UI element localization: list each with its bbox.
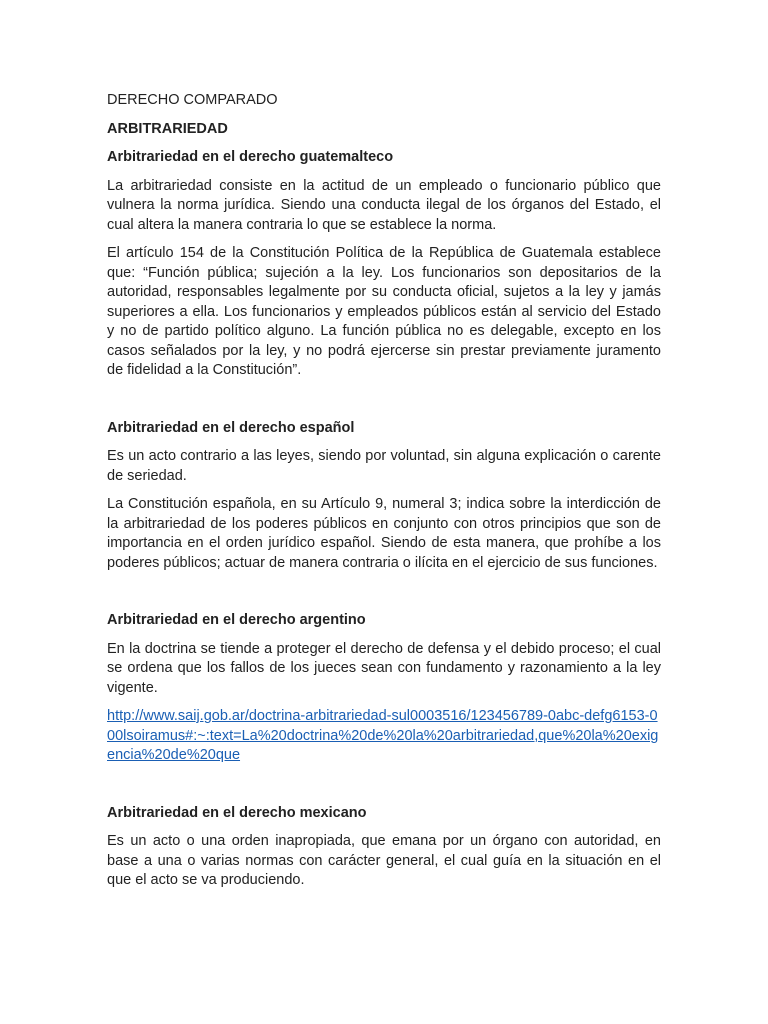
paragraph: Es un acto contrario a las leyes, siendo por voluntad, sin alguna explicación o carente de seriedad.: [107, 448, 661, 484]
section-spain: [107, 419, 661, 574]
section-heading: Arbitrariedad en el derecho español: [107, 419, 355, 436]
document-header: DERECHO COMPARADO: [107, 92, 278, 108]
paragraph: La Constitución española, en su Artículo 9, numeral 3; indica sobre la interdicción de la arbitrariedad de los poderes públicos en conjunto con otros principios que son de importancia en el orden jurídico español. Siendo de esta manera, que prohíbe a los poderes públicos; actuar de manera contraria o ilícita en el ejercicio de sus funciones.: [107, 496, 661, 571]
section-heading: Arbitrariedad en el derecho guatemalteco: [107, 149, 394, 165]
section-spacer: [107, 582, 661, 611]
section-guatemala: [107, 148, 661, 381]
source-link[interactable]: http://www.saij.gob.ar/doctrina-arbitrariedad-sul0003516/123456789-0abc-defg6153-000lsoiramus#:~:text=La%20doctrina%20de%20la%20arbitrariedad,que%20la%20exigencia%20de%20que: [107, 708, 659, 763]
section-argentina: [107, 611, 661, 766]
section-heading: Arbitrariedad en el derecho argentino: [107, 612, 366, 628]
document-title: ARBITRARIEDAD: [107, 120, 228, 137]
section-spacer: [107, 775, 661, 804]
paragraph: Es un acto o una orden inapropiada, que emana por un órgano con autoridad, en base a una o varias normas con carácter general, el cual guía en la situación en el que el acto se va produciendo.: [107, 833, 661, 888]
paragraph: El artículo 154 de la Constitución Política de la República de Guatemala establece que: “Función pública; sujeción a la ley. Los funcionarios son depositarios de la autoridad, responsables legalmente por su conducta oficial, sujetos a la ley y jamás superiores a ella. Los funcionarios y empleados públicos están al servicio del Estado y no de partido político alguno. La función pública no es delegable, excepto en los casos señalados por la ley, y no podrá ejercerse sin prestar previamente juramento de fidelidad a la Constitución”.: [107, 245, 661, 378]
section-heading: Arbitrariedad en el derecho mexicano: [107, 804, 367, 821]
section-mexico: [107, 804, 661, 891]
section-spacer: [107, 390, 661, 419]
paragraph: La arbitrariedad consiste en la actitud de un empleado o funcionario público que vulnera la norma jurídica. Siendo una conducta ilegal de los órganos del Estado, el cual altera la manera contraria lo que se establece la norma.: [107, 177, 661, 233]
paragraph: En la doctrina se tiende a proteger el derecho de defensa y el debido proceso; el cual se ordena que los fallos de los jueces sean con fundamento y razonamiento a la ley vigente.: [107, 640, 661, 696]
